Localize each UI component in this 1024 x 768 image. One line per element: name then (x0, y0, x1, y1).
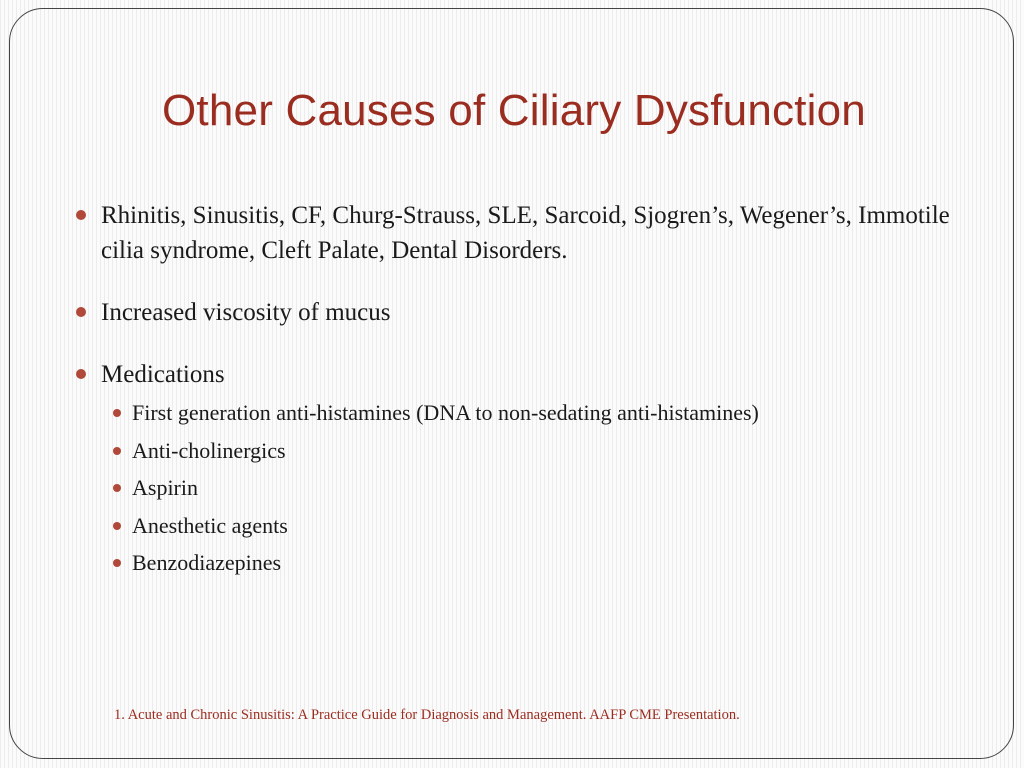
sub-bullet-item (101, 432, 973, 470)
bullet-text: Medications (101, 361, 225, 388)
sub-bullet-item (101, 469, 973, 507)
bullet-dot-icon (113, 409, 121, 417)
bullet-dot-icon (76, 369, 86, 379)
bullet-dot-icon (76, 210, 86, 220)
sub-bullet-item (101, 394, 973, 432)
sub-bullet-text: Benzodiazepines (132, 550, 282, 575)
sub-bullet-text: Anti-cholinergics (132, 437, 286, 463)
bullet-item (73, 357, 973, 582)
slide-title: Other Causes of Ciliary Dysfunction (162, 86, 866, 135)
bullet-dot-icon (113, 522, 121, 530)
bullet-dot-icon (113, 559, 121, 567)
sub-bullet-item (101, 507, 973, 545)
sub-bullet-text: Anesthetic agents (132, 512, 288, 538)
bullet-dot-icon (113, 447, 121, 455)
bullet-text: Rhinitis, Sinusitis, CF, Churg-Strauss, SLE, Sarcoid, Sjogren’s, Wegener’s, Immotile cilia syndrome, Cleft Palate, Dental Disorders. (101, 202, 950, 264)
sub-bullet-item (101, 544, 973, 582)
slide-content (73, 198, 973, 609)
bullet-dot-icon (113, 484, 121, 492)
sub-bullet-text: First generation anti-histamines (DNA to non-sedating anti-histamines) (132, 400, 759, 425)
footnote-citation: 1. Acute and Chronic Sinusitis: A Practice Guide for Diagnosis and Management. AAFP CME Presentation. (114, 707, 740, 723)
bullet-list (73, 198, 973, 582)
bullet-item (73, 295, 973, 330)
sub-bullet-list (101, 394, 973, 582)
bullet-dot-icon (76, 307, 86, 317)
bullet-text: Increased viscosity of mucus (101, 299, 391, 326)
bullet-item (73, 198, 973, 268)
sub-bullet-text: Aspirin (132, 475, 198, 500)
